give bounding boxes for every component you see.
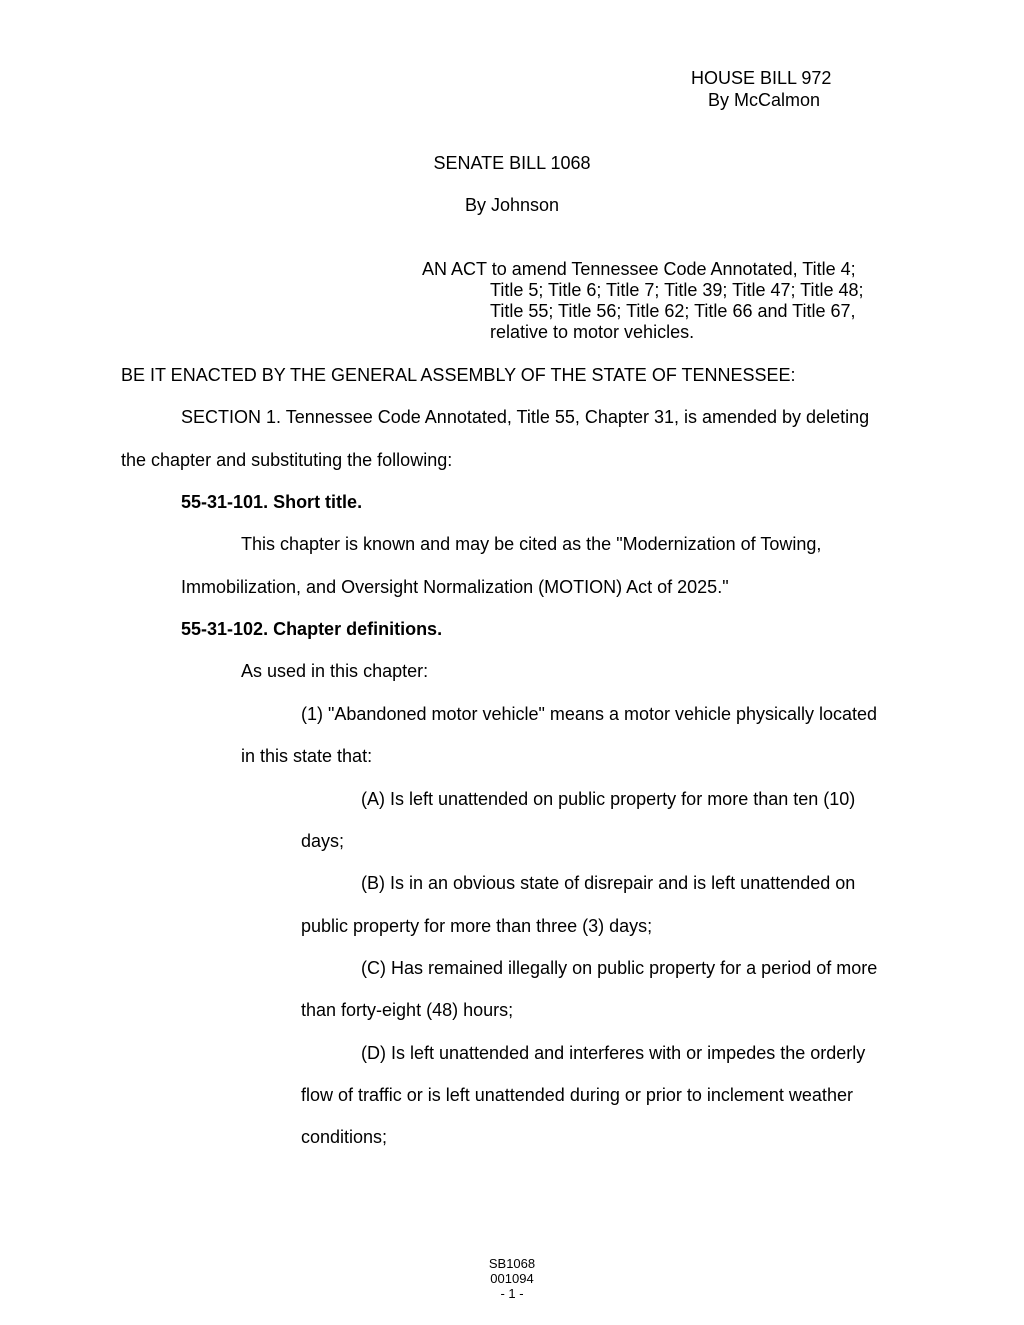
subdivision-c: (C) Has remained illegally on public property for a period of more [361, 958, 878, 978]
subdivision-b: (B) Is in an obvious state of disrepair and is left unattended on [361, 873, 856, 893]
subdivision-c: than forty-eight (48) hours; [301, 1000, 514, 1020]
subdivision-a: (A) Is left unattended on public property for more than ten (10) [361, 789, 856, 809]
subdivision-b: public property for more than three (3) days; [301, 916, 653, 936]
senate-bill-number: SENATE BILL 1068 [433, 153, 591, 173]
caption-line: Title 55; Title 56; Title 62; Title 66 and Title 67, [490, 301, 856, 321]
subdivision-d: conditions; [301, 1127, 388, 1147]
caption-line: AN ACT to amend Tennessee Code Annotated, Title 4; [422, 259, 856, 279]
footer-bill-id: SB1068 [488, 1256, 536, 1271]
section-1-text: SECTION 1. Tennessee Code Annotated, Title 55, Chapter 31, is amended by deleting [181, 407, 870, 427]
section-body-text: Immobilization, and Oversight Normalization (MOTION) Act of 2025." [181, 577, 729, 597]
house-bill-number: HOUSE BILL 972 [691, 68, 832, 88]
section-heading: 55-31-101. Short title. [181, 492, 363, 512]
section-heading: 55-31-102. Chapter definitions. [181, 619, 443, 639]
footer-page-number: - 1 - [500, 1286, 524, 1301]
footer-doc-number: 001094 [490, 1271, 534, 1286]
section-intro: As used in this chapter: [241, 661, 429, 681]
definition-text: (1) "Abandoned motor vehicle" means a motor vehicle physically located [301, 704, 878, 724]
caption-line: relative to motor vehicles. [490, 322, 695, 342]
section-1-text: the chapter and substituting the following: [121, 450, 453, 470]
subdivision-d: flow of traffic or is left unattended during or prior to inclement weather [301, 1085, 853, 1105]
caption-line: Title 5; Title 6; Title 7; Title 39; Title 47; Title 48; [490, 280, 864, 300]
enacting-clause: BE IT ENACTED BY THE GENERAL ASSEMBLY OF THE STATE OF TENNESSEE: [121, 365, 796, 385]
subdivision-d: (D) Is left unattended and interferes with or impedes the orderly [361, 1043, 866, 1063]
subdivision-a: days; [301, 831, 345, 851]
section-body-text: This chapter is known and may be cited as the "Modernization of Towing, [241, 534, 822, 554]
house-bill-sponsor: By McCalmon [708, 90, 821, 110]
definition-text: in this state that: [241, 746, 373, 766]
senate-bill-sponsor: By Johnson [464, 195, 560, 215]
